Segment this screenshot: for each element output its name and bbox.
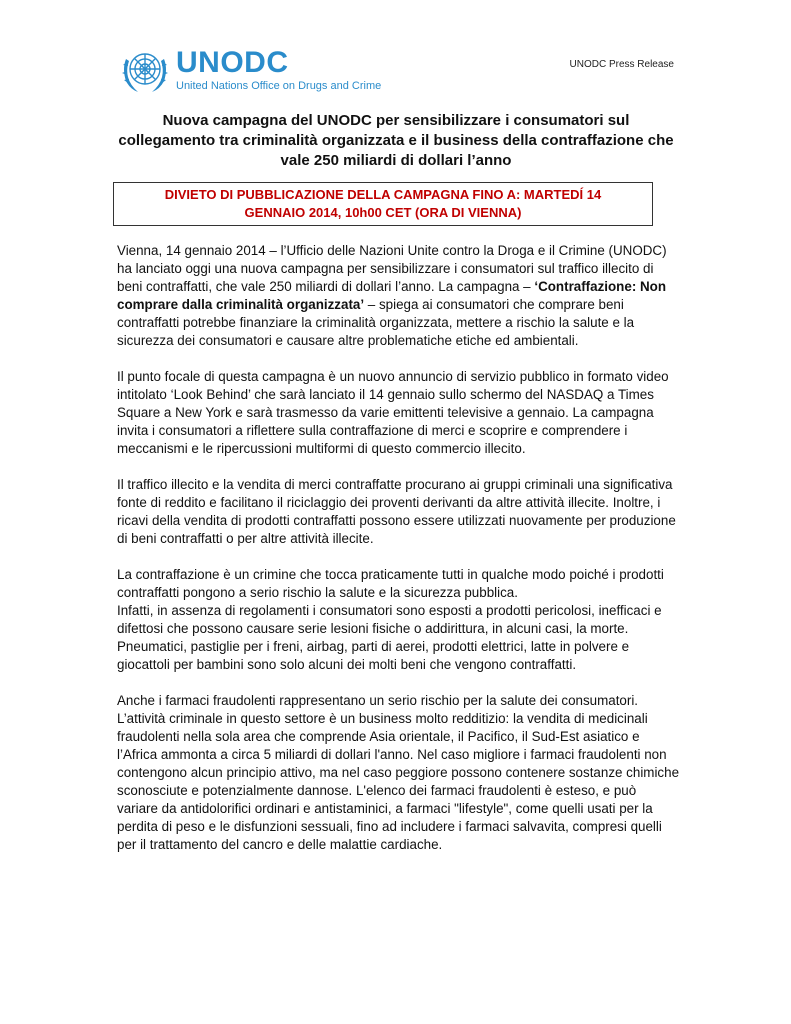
paragraph-text: – spiega ai consumatori che comprare beni contraffatti potrebbe finanziare la criminalità organizzata, mettere a rischio la salute e la sicurezza dei consumatori e causare altre problematiche etiche ed ambientali.	[117, 297, 635, 348]
paragraph: La contraffazione è un crimine che tocca praticamente tutti in qualche modo poiché i prodotti contraffatti pongono a serio rischio la salute e la sicurezza pubblica.	[117, 567, 664, 600]
page-title: Nuova campagna del UNODC per sensibilizzare i consumatori sul collegamento tra criminalità organizzata e il business della contraffazione che vale 250 miliardi di dollari l’anno	[118, 112, 674, 169]
paragraph	[117, 242, 679, 350]
logo-subtitle: United Nations Office on Drugs and Crime	[176, 79, 382, 92]
embargo-notice: DIVIETO DI PUBBLICAZIONE DELLA CAMPAGNA FINO A: MARTEDÍ 14 GENNAIO 2014, 10h00 CET (ORA DI VIENNA)	[113, 182, 653, 226]
article-body	[117, 242, 679, 872]
paragraph: L’attività criminale in questo settore è un business molto redditizio: la vendita di medicinali fraudolenti nella sola area che comprende Asia orientale, il Pacifico, il Sud-Est asiatico e l’Africa ammonta a circa 5 miliardi di dollari l'anno. Nel caso migliore i farmaci fraudolenti non contengono alcun principio attivo, ma nel caso peggiore possono contenere sostanze chimiche sconosciute e potenzialmente dannose. L'elenco dei farmaci fraudolenti è esteso, e può variare da antidolorifici ordinari e antistaminici, a farmaci "lifestyle", come quelli usati per la perdita di peso e le disfunzioni sessuali, fino ad includere i farmaci salvavita, compresi quelli per il trattamento del cancro e delle malattie cardiache.	[117, 711, 680, 852]
un-emblem-icon	[120, 45, 170, 95]
paragraph: Il punto focale di questa campagna è un nuovo annuncio di servizio pubblico in formato video intitolato ‘Look Behind’ che sarà lanciato il 14 gennaio sullo schermo del NASDAQ a Times Square a New York e sarà trasmesso da varie emittenti televisive a gennaio. La campagna invita i consumatori a riflettere sulla contraffazione di merci e scoprire e comprendere i meccanismi e le ripercussioni multiformi di questo commercio illecito.	[117, 369, 669, 456]
paragraph: Anche i farmaci fraudolenti rappresentano un serio rischio per la salute dei consumatori.	[117, 693, 639, 708]
paragraph: Infatti, in assenza di regolamenti i consumatori sono esposti a prodotti pericolosi, inefficaci e difettosi che possono causare serie lesioni fisiche o addirittura, in alcuni casi, la morte. Pneumatici, pastiglie per i freni, airbag, parti di aerei, prodotti elettrici, latte in polvere e giocattoli per bambini sono solo alcuni dei molti beni che vengono contraffatti.	[117, 603, 662, 672]
campaign-name: ‘Contraffazione: Non comprare dalla criminalità organizzata’	[117, 279, 667, 312]
press-release-label: UNODC Press Release	[569, 59, 674, 70]
logo-name: UNODC	[176, 45, 289, 79]
paragraph: Il traffico illecito e la vendita di merci contraffatte procurano ai gruppi criminali una significativa fonte di reddito e facilitano il riciclaggio dei proventi derivanti da altre attività illecite. Inoltre, i ricavi della vendita di prodotti contraffatti possono essere utilizzati nuovamente per produzione di beni contraffatti o per altre attività illecite.	[117, 477, 676, 546]
page-header	[120, 40, 680, 100]
unodc-logo	[120, 45, 381, 95]
paragraph-text: Vienna, 14 gennaio 2014 – l’Ufficio delle Nazioni Unite contro la Droga e il Crimine (UNODC) ha lanciato oggi una nuova campagna per sensibilizzare i consumatori sul traffico illecito di beni contraffatti, che vale 250 miliardi di dollari l’anno. La campagna –	[117, 243, 667, 294]
